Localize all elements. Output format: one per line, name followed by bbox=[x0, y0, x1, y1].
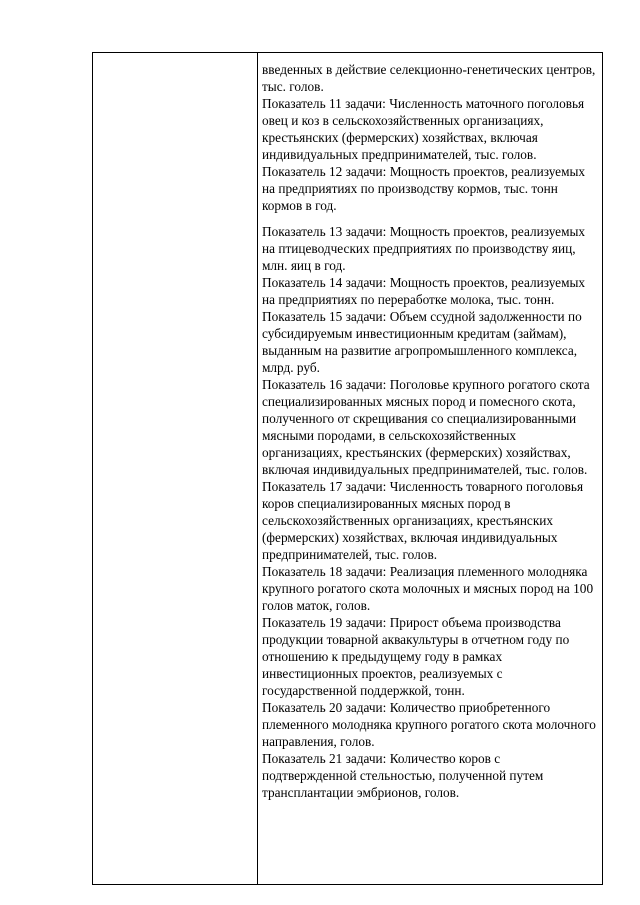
indicator-11: Показатель 11 задачи: Численность маточного поголовья овец и коз в сельскохозяйственных организациях, крестьянских (фермерских) хозяйствах, включая индивидуальных предпринимателей, тыс. голов. bbox=[262, 96, 585, 162]
indicator-17: Показатель 17 задачи: Численность товарного поголовья коров специализированных мясных пород в сельскохозяйственных организациях, крестьянских (фермерских) хозяйствах, включая индивидуальных предпринимателей, тыс. голов. bbox=[262, 479, 584, 562]
indicator-18: Показатель 18 задачи: Реализация племенного молодняка крупного рогатого скота молочных и мясных пород на 100 голов маток, голов. bbox=[262, 564, 594, 613]
indicator-text: введенных в действие селекционно-генетических центров, тыс. голов. bbox=[262, 62, 596, 94]
indicator-21: Показатель 21 задачи: Количество коров с подтвержденной стельностью, полученной путем трансплантации эмбрионов, голов. bbox=[262, 751, 544, 800]
indicator-13: Показатель 13 задачи: Мощность проектов, реализуемых на птицеводческих предприятиях по производству яиц, млн. яиц в год. bbox=[262, 224, 586, 273]
indicator-19: Показатель 19 задачи: Прирост объема производства продукции товарной аквакультуры в отчетном году по отношению к предыдущему году в рамках инвестиционных проектов, реализуемых с государственной поддержкой, тонн. bbox=[262, 615, 570, 698]
indicator-16: Показатель 16 задачи: Поголовье крупного рогатого скота специализированных мясных пород и помесного скота, полученного от скрещивания со специализированными мясными породами, в сельскохозяйственных организациях, крестьянских (фермерских) хозяйствах, включая индивидуальных предпринимателей, тыс. голов. bbox=[262, 377, 590, 477]
indicator-20: Показатель 20 задачи: Количество приобретенного племенного молодняка крупного рогатого скота молочного направления, голов. bbox=[262, 700, 596, 749]
indicator-14: Показатель 14 задачи: Мощность проектов, реализуемых на предприятиях по переработке молока, тыс. тонн. bbox=[262, 275, 586, 307]
document-table bbox=[92, 52, 603, 885]
paragraph-gap bbox=[262, 214, 598, 223]
table-right-cell bbox=[258, 53, 602, 884]
indicator-15: Показатель 15 задачи: Объем ссудной задолженности по субсидируемым инвестиционным кредитам (займам), выданным на развитие агропромышленного комплекса, млрд. руб. bbox=[262, 309, 582, 375]
indicator-12: Показатель 12 задачи: Мощность проектов, реализуемых на предприятиях по производству кормов, тыс. тонн кормов в год. bbox=[262, 164, 586, 213]
table-left-cell bbox=[93, 53, 258, 884]
